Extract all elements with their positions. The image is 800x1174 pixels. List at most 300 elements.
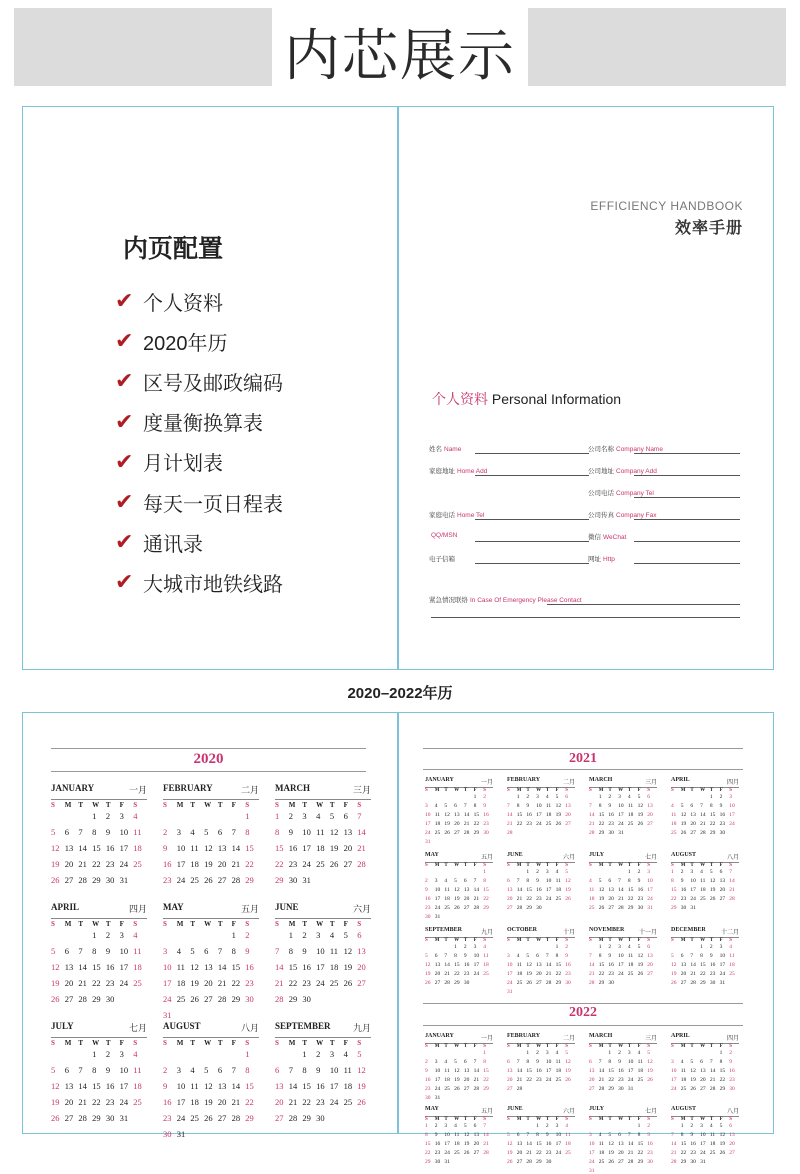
day-number: 7	[275, 946, 280, 956]
calendar-month	[507, 777, 575, 836]
day-number: 2	[105, 1049, 111, 1059]
day-number: 31	[618, 830, 624, 836]
weekday-label: M	[680, 1117, 686, 1122]
day-number: 16	[483, 812, 489, 818]
weekday-label: T	[709, 788, 714, 793]
banner-left-bar	[14, 8, 272, 86]
day-number: 1	[700, 944, 703, 950]
day-number: 30	[425, 914, 431, 920]
day-number: 18	[589, 896, 595, 902]
day-number: 20	[516, 1150, 523, 1156]
weekday-label: S	[671, 1044, 674, 1049]
day-number: 22	[473, 821, 480, 827]
day-blank	[599, 1050, 609, 1056]
day-number: 29	[425, 1159, 431, 1165]
day-number: 13	[275, 1081, 284, 1091]
day-number: 31	[119, 1113, 129, 1123]
day-number: 1	[454, 944, 457, 950]
day-number: 15	[473, 812, 480, 818]
weekday-label: S	[357, 1039, 362, 1047]
weekday-row	[589, 1116, 657, 1122]
weekday-label: T	[463, 1044, 468, 1049]
year-rule	[423, 748, 743, 749]
month-name-cn: 五月	[240, 905, 259, 915]
day-number: 13	[64, 962, 74, 972]
day-number: 2	[105, 811, 111, 821]
month-name-en: FEBRUARY	[507, 1033, 541, 1039]
weekday-label: T	[709, 938, 714, 943]
day-number: 16	[729, 1068, 735, 1074]
month-header	[163, 902, 259, 915]
day-grid	[589, 869, 657, 911]
brand-chinese: 效率手册	[674, 220, 743, 237]
day-grid	[51, 1049, 147, 1123]
day-number: 7	[589, 953, 592, 959]
day-number: 28	[217, 994, 227, 1004]
day-number: 18	[729, 962, 735, 968]
day-number: 3	[434, 1059, 438, 1065]
day-number: 15	[92, 843, 101, 853]
form-field-line	[475, 475, 589, 476]
page-divider	[397, 107, 399, 669]
day-number: 23	[536, 896, 542, 902]
day-number: 14	[483, 1132, 489, 1138]
day-number: 1	[598, 944, 602, 950]
day-number: 15	[516, 812, 523, 818]
day-blank	[474, 869, 484, 875]
day-number: 2	[709, 944, 713, 950]
day-number: 24	[444, 1150, 450, 1156]
day-number: 22	[92, 859, 101, 869]
day-number: 9	[163, 1081, 168, 1091]
day-blank	[599, 1123, 609, 1129]
day-number: 8	[680, 1132, 684, 1138]
weekday-label: S	[483, 1044, 487, 1049]
month-header	[425, 777, 493, 786]
day-number: 6	[275, 1065, 280, 1075]
month-name-cn: 九月	[480, 929, 493, 936]
day-blank	[232, 1049, 246, 1059]
day-number: 21	[700, 821, 706, 827]
day-number: 20	[565, 812, 571, 818]
day-number: 11	[434, 812, 440, 818]
day-number: 10	[618, 953, 624, 959]
day-number: 12	[190, 962, 199, 972]
weekday-label: T	[526, 863, 530, 868]
day-number: 27	[463, 1086, 470, 1092]
day-number: 29	[680, 1159, 687, 1165]
day-number: 6	[647, 794, 651, 800]
day-number: 19	[637, 962, 644, 968]
day-blank	[289, 1049, 303, 1059]
day-grid	[163, 930, 259, 1020]
weekday-label: S	[483, 788, 487, 793]
weekday-row	[275, 1037, 371, 1047]
day-number: 17	[700, 1141, 706, 1147]
day-number: 6	[700, 1059, 703, 1065]
day-grid	[425, 794, 493, 845]
day-number: 30	[163, 1129, 172, 1139]
day-blank	[526, 944, 536, 950]
day-number: 22	[245, 859, 254, 869]
day-number: 19	[709, 887, 716, 893]
day-number: 8	[536, 1132, 539, 1138]
day-number: 9	[105, 946, 111, 956]
day-blank	[608, 869, 618, 875]
day-blank	[163, 930, 177, 940]
weekday-label: T	[217, 801, 223, 809]
day-number: 7	[507, 803, 510, 809]
day-number: 21	[473, 896, 480, 902]
day-number: 25	[133, 859, 142, 869]
weekday-label: F	[473, 1117, 477, 1122]
weekday-row	[671, 862, 739, 868]
day-number: 28	[589, 830, 595, 836]
day-number: 6	[680, 953, 684, 959]
day-number: 9	[245, 946, 250, 956]
weekday-label: W	[204, 1039, 212, 1047]
day-number: 18	[444, 896, 450, 902]
form-field-label-en: Name	[444, 446, 462, 453]
day-number: 19	[204, 859, 213, 869]
day-number: 10	[302, 827, 311, 837]
day-number: 16	[105, 962, 115, 972]
calendar-month	[425, 1033, 493, 1101]
day-number: 19	[343, 962, 353, 972]
weekday-label: T	[444, 1044, 448, 1049]
weekday-label: T	[690, 938, 694, 943]
contents-item-label: 区号及邮政编码	[143, 372, 283, 395]
month-name-cn: 八月	[726, 1108, 739, 1115]
day-blank	[681, 1050, 691, 1056]
day-grid	[163, 1049, 259, 1139]
year-title: 2021	[569, 751, 597, 766]
weekday-label: T	[190, 920, 196, 928]
day-number: 4	[454, 1123, 457, 1129]
day-number: 3	[434, 878, 438, 884]
day-number: 6	[516, 1132, 520, 1138]
day-number: 12	[709, 878, 716, 884]
month-name-en: JUNE	[507, 1106, 523, 1112]
day-blank	[507, 869, 517, 875]
day-number: 28	[78, 875, 87, 885]
weekday-label: S	[647, 788, 651, 793]
day-number: 8	[245, 1065, 250, 1075]
day-number: 7	[671, 1132, 674, 1138]
month-name-en: SEPTEMBER	[275, 1021, 331, 1031]
day-number: 15	[245, 1081, 254, 1091]
day-number: 16	[163, 859, 172, 869]
weekday-label: W	[618, 1117, 624, 1122]
day-grid	[507, 869, 575, 911]
day-number: 14	[671, 1141, 677, 1147]
day-number: 23	[680, 896, 687, 902]
day-number: 26	[709, 896, 716, 902]
weekday-label: M	[516, 863, 522, 868]
calendar-month	[589, 1033, 657, 1092]
day-number: 15	[536, 1141, 542, 1147]
day-number: 13	[719, 878, 726, 884]
day-grid	[275, 1049, 371, 1123]
weekday-label: T	[190, 1039, 196, 1047]
weekday-label: T	[190, 801, 196, 809]
day-number: 12	[454, 887, 460, 893]
day-number: 5	[204, 1065, 209, 1075]
day-number: 11	[545, 803, 552, 809]
day-number: 13	[729, 1132, 735, 1138]
day-number: 7	[78, 1065, 83, 1075]
day-number: 20	[647, 812, 653, 818]
day-number: 15	[598, 812, 605, 818]
day-number: 23	[105, 978, 115, 988]
day-number: 24	[425, 830, 431, 836]
day-number: 30	[647, 1159, 653, 1165]
form-field-label-en: QQ/MSN	[431, 532, 458, 539]
day-number: 16	[608, 812, 614, 818]
day-number: 30	[288, 875, 298, 885]
day-number: 9	[618, 1059, 621, 1065]
day-grid	[51, 811, 147, 885]
day-number: 18	[454, 1141, 460, 1147]
weekday-label: M	[434, 863, 440, 868]
day-number: 1	[302, 1049, 307, 1059]
day-number: 19	[719, 1141, 726, 1147]
weekday-label: S	[729, 938, 733, 943]
day-number: 23	[545, 1150, 552, 1156]
day-number: 19	[454, 1077, 460, 1083]
weekday-label: S	[275, 801, 279, 809]
day-number: 10	[434, 887, 441, 893]
day-number: 12	[357, 1065, 366, 1075]
weekday-label: S	[589, 938, 592, 943]
day-number: 25	[133, 1097, 142, 1107]
day-number: 17	[719, 962, 726, 968]
day-number: 22	[671, 896, 677, 902]
day-blank	[435, 1050, 445, 1056]
weekday-label: T	[526, 938, 530, 943]
day-number: 7	[709, 1059, 713, 1065]
form-field	[588, 532, 626, 541]
day-number: 28	[483, 1150, 489, 1156]
month-name-cn: 三月	[352, 786, 371, 796]
day-blank	[464, 794, 474, 800]
day-number: 29	[536, 1159, 542, 1165]
day-number: 23	[288, 859, 298, 869]
day-number: 31	[434, 1095, 441, 1101]
day-number: 15	[719, 1068, 726, 1074]
day-number: 17	[729, 812, 735, 818]
weekday-label: M	[516, 1117, 522, 1122]
weekday-label: W	[454, 1044, 460, 1049]
weekday-label: F	[555, 863, 559, 868]
day-number: 5	[719, 1123, 723, 1129]
weekday-label: M	[288, 1039, 296, 1047]
day-number: 1	[516, 794, 520, 800]
day-number: 6	[357, 930, 362, 940]
day-number: 15	[425, 1141, 431, 1147]
weekday-label: T	[627, 863, 632, 868]
day-number: 22	[483, 896, 489, 902]
day-grid	[425, 869, 493, 920]
day-number: 17	[176, 859, 186, 869]
day-blank	[218, 930, 232, 940]
day-number: 20	[463, 896, 470, 902]
month-header	[671, 777, 739, 786]
day-blank	[589, 1050, 599, 1056]
calendar-month	[425, 852, 493, 920]
month-header	[589, 1033, 657, 1042]
day-number: 1	[526, 1050, 530, 1056]
day-number: 21	[690, 971, 696, 977]
day-number: 13	[473, 1132, 480, 1138]
day-number: 31	[444, 1159, 450, 1165]
day-number: 31	[647, 905, 653, 911]
day-number: 20	[64, 978, 74, 988]
day-number: 21	[231, 1097, 241, 1107]
day-blank	[671, 1050, 681, 1056]
day-number: 17	[589, 1150, 595, 1156]
day-number: 5	[329, 811, 335, 821]
month-name-en: NOVEMBER	[589, 927, 625, 933]
day-number: 15	[302, 1081, 311, 1091]
weekday-label: M	[680, 1044, 686, 1049]
month-header	[589, 852, 657, 861]
day-number: 21	[78, 859, 87, 869]
weekday-label: S	[589, 1044, 592, 1049]
day-number: 8	[275, 827, 280, 837]
day-number: 21	[516, 1077, 523, 1083]
form-field-line	[634, 453, 740, 454]
day-number: 28	[700, 830, 706, 836]
day-blank	[526, 1123, 536, 1129]
weekday-label: F	[555, 1117, 559, 1122]
weekday-label: T	[608, 938, 612, 943]
calendar-month	[425, 1106, 493, 1165]
day-number: 8	[483, 878, 487, 884]
day-number: 8	[288, 946, 293, 956]
day-blank	[444, 944, 454, 950]
day-number: 10	[589, 1141, 595, 1147]
weekday-label: T	[444, 788, 448, 793]
day-number: 17	[690, 887, 696, 893]
weekday-label: F	[473, 788, 477, 793]
day-number: 28	[598, 1086, 605, 1092]
day-number: 20	[700, 1077, 706, 1083]
weekday-label: T	[608, 1117, 612, 1122]
day-number: 11	[637, 1059, 643, 1065]
day-number: 28	[231, 1113, 241, 1123]
day-number: 17	[545, 887, 552, 893]
calendar-month	[671, 927, 739, 986]
day-number: 7	[78, 827, 83, 837]
day-number: 13	[536, 962, 542, 968]
day-number: 11	[316, 827, 325, 837]
contents-item	[115, 482, 283, 522]
day-number: 15	[526, 1068, 532, 1074]
day-number: 12	[671, 962, 677, 968]
day-number: 5	[454, 1059, 457, 1065]
weekday-label: S	[507, 1044, 510, 1049]
day-number: 15	[92, 962, 101, 972]
day-number: 16	[536, 1068, 542, 1074]
weekday-label: W	[536, 938, 542, 943]
contents-title: 内页配置	[123, 235, 224, 263]
day-number: 24	[719, 971, 726, 977]
day-number: 21	[598, 1077, 605, 1083]
day-number: 14	[288, 1081, 298, 1091]
day-number: 20	[507, 896, 513, 902]
day-blank	[51, 811, 65, 821]
weekday-label: T	[302, 920, 308, 928]
day-number: 5	[647, 1050, 651, 1056]
day-number: 12	[425, 962, 431, 968]
day-number: 20	[357, 962, 366, 972]
day-blank	[204, 811, 218, 821]
day-number: 16	[719, 812, 726, 818]
weekday-row	[589, 862, 657, 868]
day-number: 5	[637, 944, 641, 950]
form-field	[429, 532, 457, 539]
contents-item-label: 个人资料	[143, 292, 223, 315]
day-number: 19	[463, 1141, 470, 1147]
day-number: 3	[163, 946, 168, 956]
day-number: 23	[302, 978, 311, 988]
day-blank	[177, 1049, 191, 1059]
weekday-label: T	[608, 863, 612, 868]
day-number: 13	[647, 953, 653, 959]
day-number: 8	[302, 1065, 307, 1075]
month-name-cn: 一月	[480, 1035, 493, 1042]
day-number: 21	[671, 1150, 677, 1156]
day-number: 5	[608, 1132, 612, 1138]
day-number: 14	[627, 1141, 634, 1147]
weekday-label: T	[545, 938, 550, 943]
day-number: 4	[627, 794, 631, 800]
day-number: 29	[671, 905, 677, 911]
day-number: 1	[245, 811, 250, 821]
day-number: 22	[288, 978, 298, 988]
day-number: 4	[637, 1050, 641, 1056]
weekday-label: S	[133, 1039, 138, 1047]
day-number: 6	[565, 794, 569, 800]
day-number: 10	[119, 827, 129, 837]
day-number: 14	[618, 887, 624, 893]
day-number: 13	[357, 946, 366, 956]
day-blank	[608, 1123, 618, 1129]
day-number: 27	[217, 875, 227, 885]
day-number: 29	[598, 980, 605, 986]
day-number: 27	[690, 830, 696, 836]
day-blank	[425, 794, 435, 800]
year-rule	[423, 1003, 743, 1004]
day-number: 16	[105, 843, 115, 853]
day-number: 27	[343, 859, 353, 869]
day-number: 17	[627, 1068, 634, 1074]
day-number: 29	[245, 875, 254, 885]
day-number: 3	[176, 1065, 181, 1075]
day-number: 8	[92, 827, 97, 837]
weekday-label: S	[507, 1117, 510, 1122]
month-name-cn: 七月	[128, 1024, 147, 1034]
day-number: 11	[598, 1141, 604, 1147]
day-blank	[474, 1050, 484, 1056]
day-number: 6	[343, 811, 348, 821]
weekday-label: W	[454, 938, 460, 943]
day-number: 31	[507, 989, 513, 995]
weekday-row	[425, 937, 493, 943]
month-name-cn: 七月	[644, 854, 657, 861]
day-blank	[190, 930, 204, 940]
